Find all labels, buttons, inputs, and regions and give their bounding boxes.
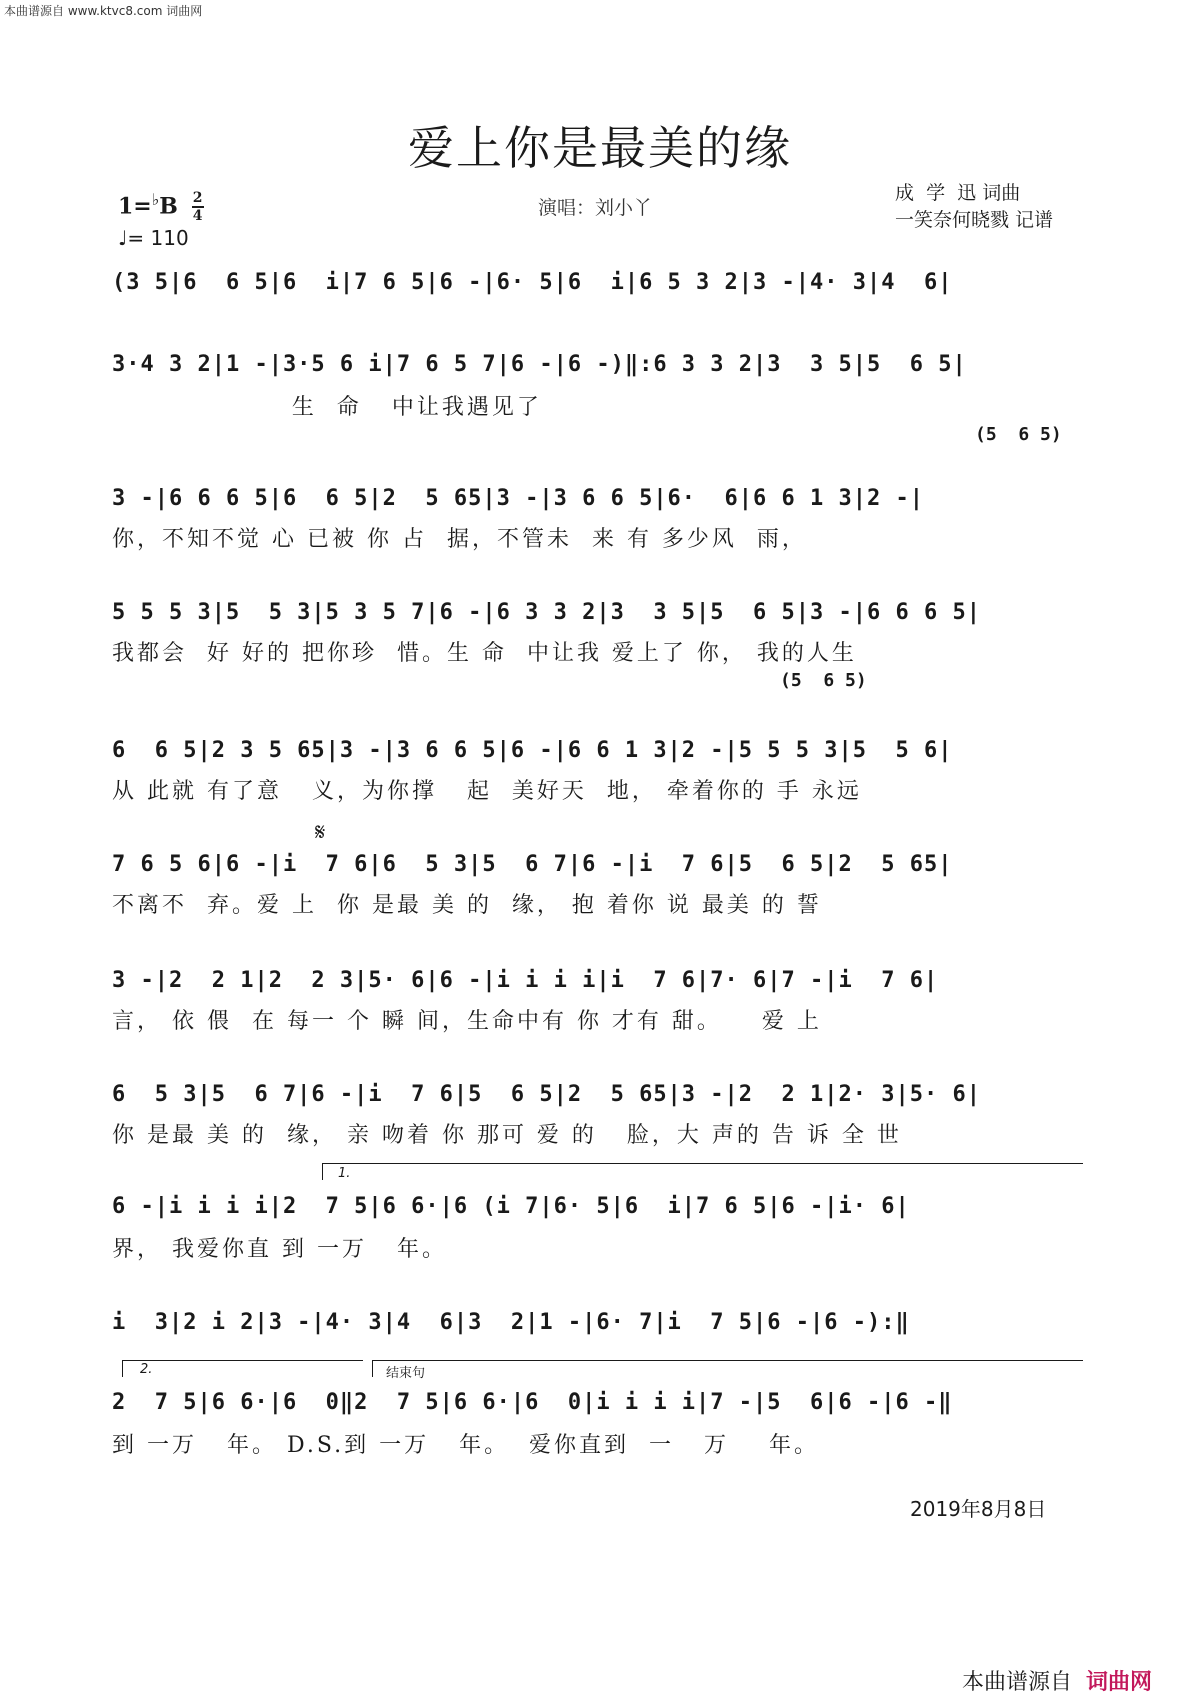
notation-row-9: 6 -|i i i i|2 7 5|6 6·|6 (i 7|6· 5|6 i|7 6 5|6 -|i· 6| [112,1194,910,1219]
volta-2-bracket [122,1360,363,1377]
lyric-row-2: 生 命 中让我遇见了 [112,395,542,420]
lyric-row-11: 到 一万 年。 D.S.到 一万 年。 爱你直到 一 万 年。 [112,1433,819,1458]
notation-row-4: 5 5 5 3|5 5 3|5 3 5 7|6 -|6 3 3 2|3 3 5|5 6 5|3 -|6 6 6 5| [112,600,981,625]
transcriber-credit: 一笑奈何晓戮 记谱 [895,209,1054,231]
time-top: 2 [192,190,203,207]
time-signature [192,191,204,223]
alt-notes-row-4: (5 6 5) [780,670,867,691]
notation-row-1: (3 5|6 6 5|6 i|7 6 5|6 -|6· 5|6 i|6 5 3 2|3 -|4· 3|4 6| [112,270,953,295]
notation-row-11: 2 7 5|6 6·|6 0‖2 7 5|6 6·|6 0|i i i i|7 -|5 6|6 -|6 -‖ [112,1390,953,1415]
notation-row-2: 3·4 3 2|1 -|3·5 6 i|7 6 5 7|6 -|6 -)‖:6 3 3 2|3 3 5|5 6 5| [112,352,967,377]
lyric-row-5: 从 此就 有了意 义，为你撑 起 美好天 地， 牵着你的 手 永远 [112,779,862,804]
notation-row-10: i 3|2 i 2|3 -|4· 3|4 6|3 2|1 -|6· 7|i 7 5|6 -|6 -):‖ [112,1310,910,1335]
alt-notes-row-2: (5 6 5) [975,424,1062,445]
lyric-row-4: 我都会 好 好的 把你珍 惜。生 命 中让我 爱上了 你， 我的人生 [112,641,857,666]
lyric-row-7: 言， 依 偎 在 每一 个 瞬 间，生命中有 你 才有 甜。 爱 上 [112,1009,822,1034]
segno-icon: 𝄋 [315,818,326,846]
key-signature [118,190,204,223]
song-title: 爱上你是最美的缘 [408,121,792,175]
credits-block [895,180,1053,234]
notation-row-5: 6 6 5|2 3 5 65|3 -|3 6 6 5|6 -|6 6 1 3|2 -|5 5 5 3|5 5 6| [112,738,953,763]
flat-icon: ♭ [151,190,160,209]
singer-credit: 演唱：刘小丫 [538,197,653,219]
notation-row-8: 6 5 3|5 6 7|6 -|i 7 6|5 6 5|2 5 65|3 -|2 2 1|2· 3|5· 6| [112,1082,981,1107]
tempo-marking: ♩= 110 [118,226,189,250]
date-stamp: 2019年8月8日 [910,1497,1047,1521]
composer-credit: 成 学 迅 词曲 [895,182,1021,204]
coda-label: 结束句 [386,1366,426,1381]
notation-row-7: 3 -|2 2 1|2 2 3|5· 6|6 -|i i i i|i 7 6|7· 6|7 -|i 7 6| [112,968,939,993]
volta-1-label: 1. [338,1166,351,1181]
top-watermark: 本曲谱源自 www.ktvc8.com 词曲网 [4,4,203,18]
notation-row-3: 3 -|6 6 6 5|6 6 5|2 5 65|3 -|3 6 6 5|6· 6|6 6 1 3|2 -| [112,486,924,511]
bottom-watermark [962,1665,1152,1696]
volta-1-bracket [322,1163,1083,1180]
lyric-row-9: 界， 我爱你直 到 一万 年。 [112,1237,447,1262]
bottom-watermark-text: 本曲谱源自 [962,1670,1073,1695]
coda-bracket [372,1360,1083,1377]
lyric-row-6: 不离不 弃。爱 上 你 是最 美 的 缘， 抱 着你 说 最美 的 誓 [112,893,822,918]
key-note: B [159,193,178,220]
key-prefix: 1= [118,193,152,220]
notation-row-6: 7 6 5 6|6 -|i 7 6|6 5 3|5 6 7|6 -|i 7 6|5 6 5|2 5 65| [112,852,953,877]
lyric-row-3: 你，不知不觉 心 已被 你 占 据，不管未 来 有 多少风 雨， [112,527,807,552]
volta-2-label: 2. [140,1362,153,1377]
time-bottom: 4 [192,208,203,225]
brand-logo-text: 词曲网 [1086,1670,1153,1695]
lyric-row-8: 你 是最 美 的 缘， 亲 吻着 你 那可 爱 的 脸，大 声的 告 诉 全 世 [112,1123,902,1148]
